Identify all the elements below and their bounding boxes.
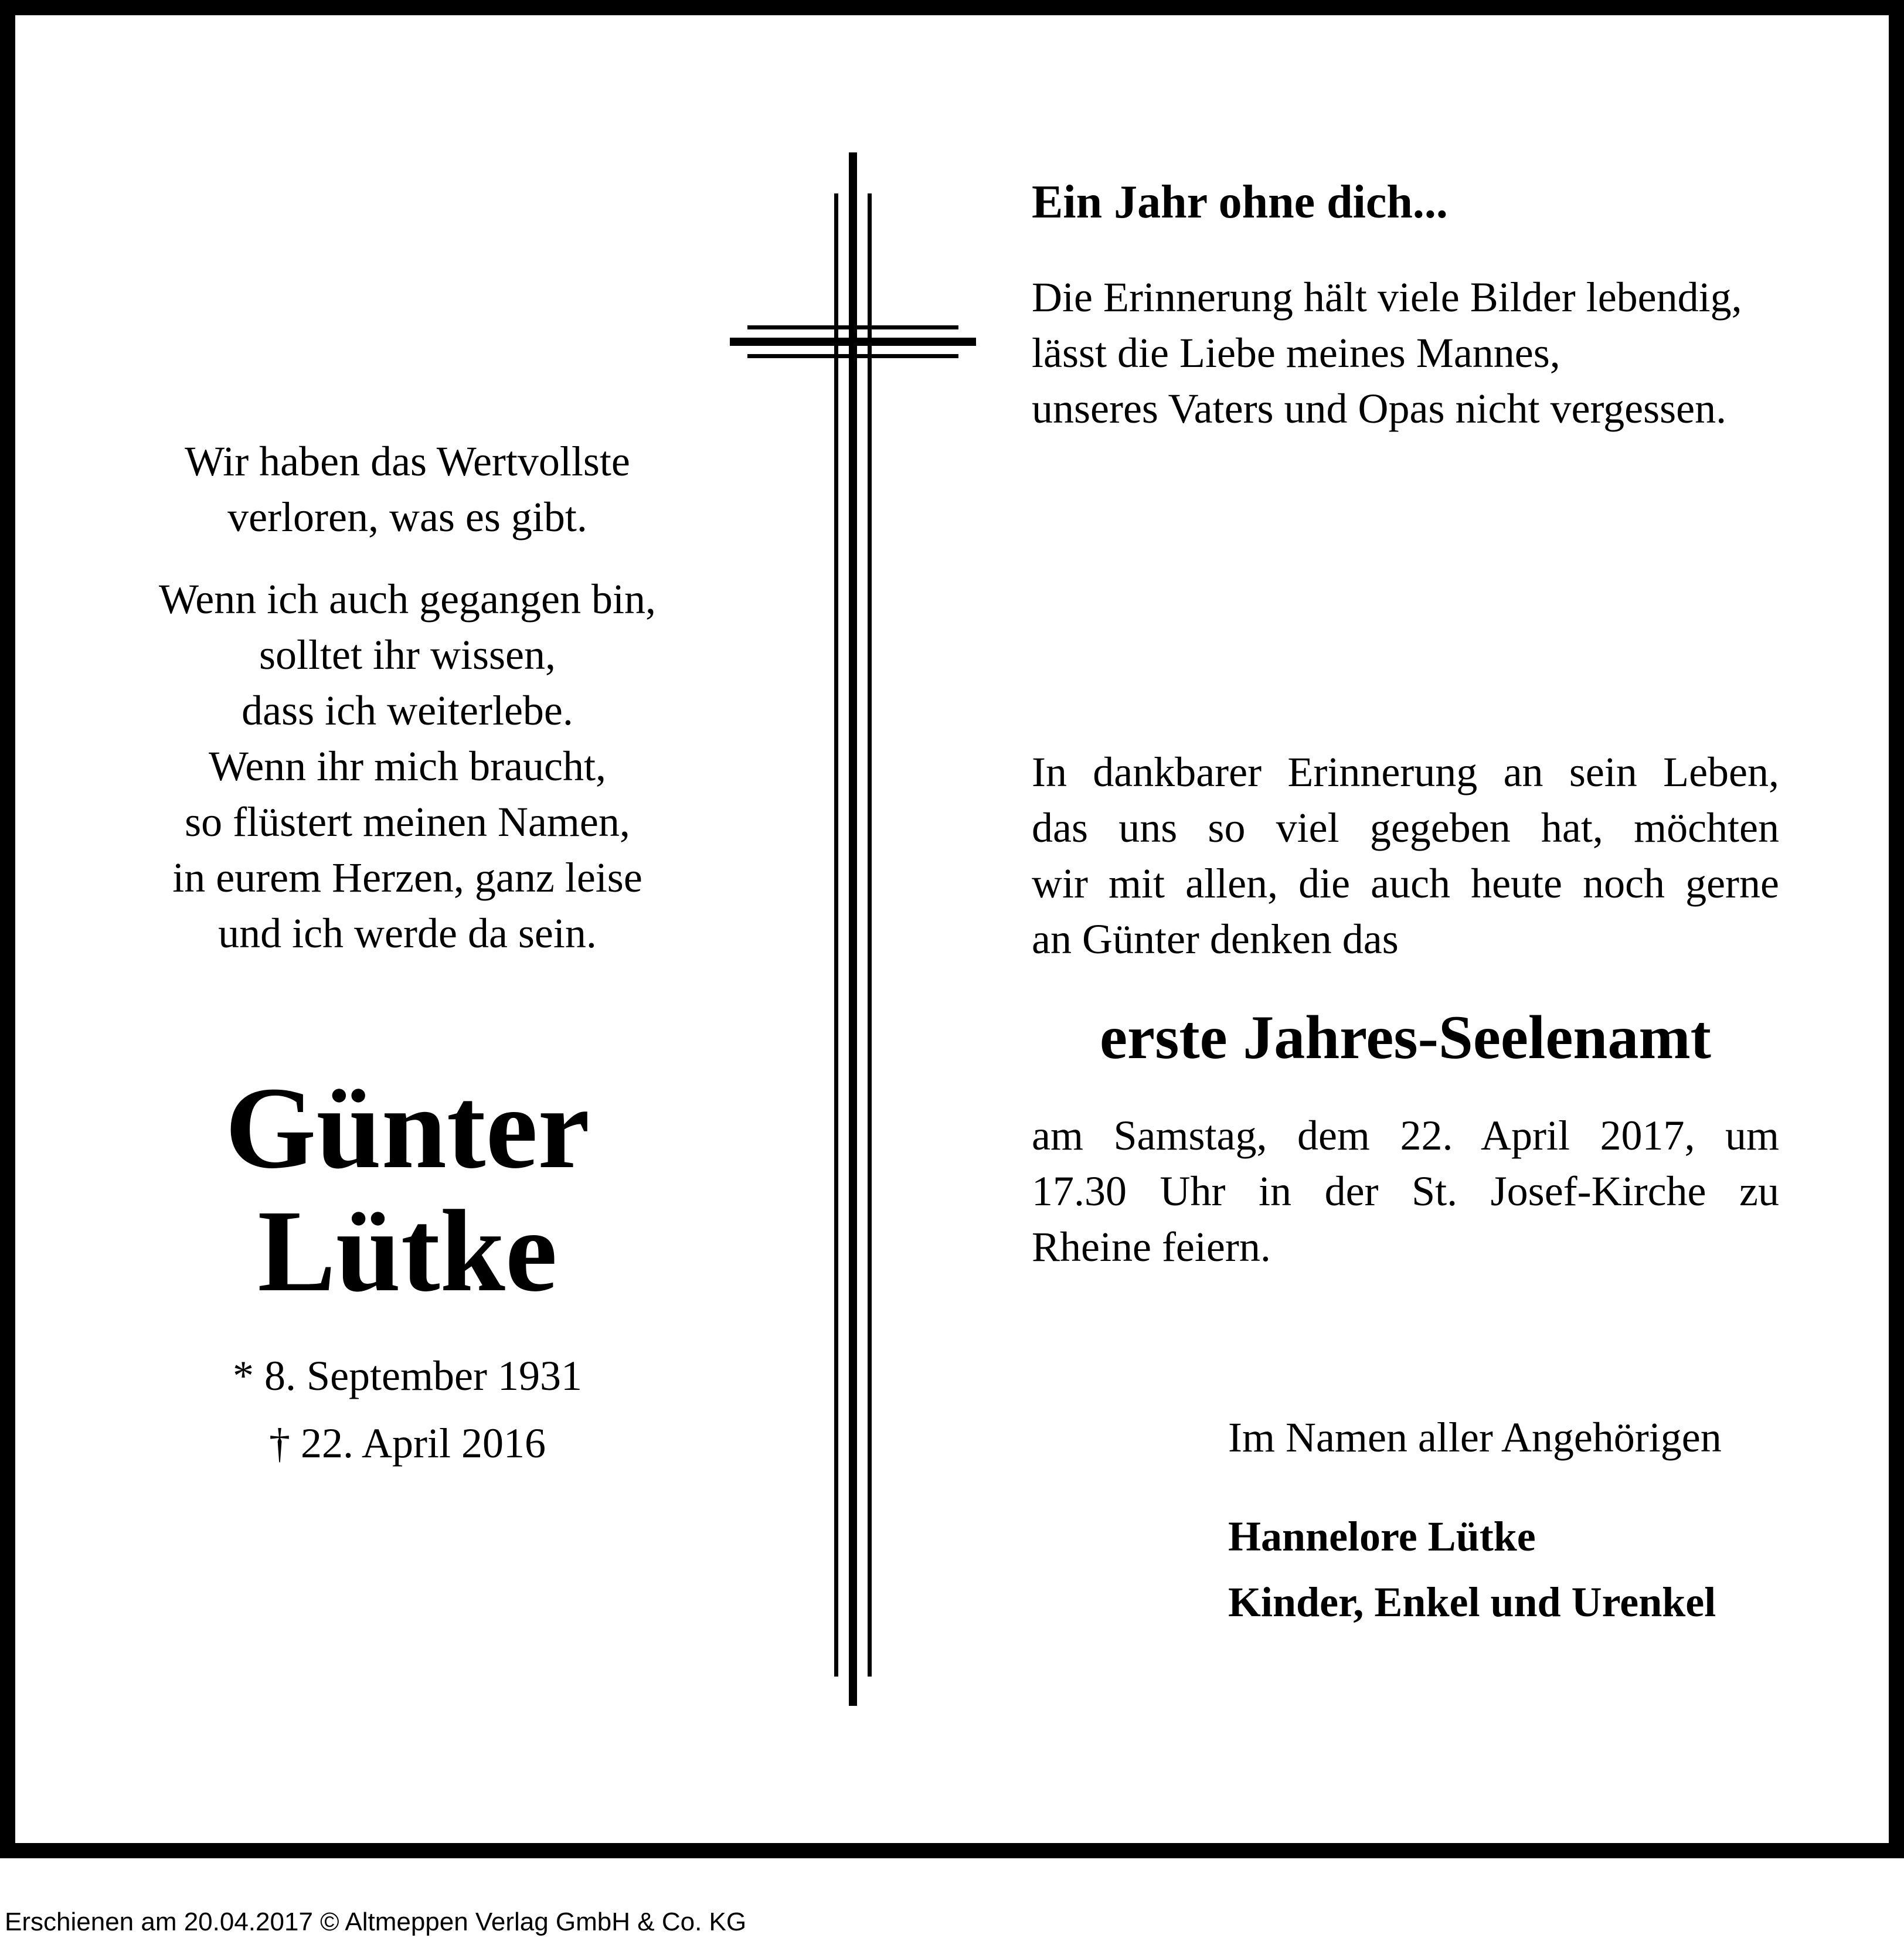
signoff-intro: Im Namen aller Angehörigen <box>1228 1414 1722 1461</box>
intro-line: lässt die Liebe meines Mannes, <box>1032 329 1560 376</box>
remembrance-line: das uns so viel gegeben hat, möchten <box>1032 804 1779 851</box>
intro-line: Die Erinnerung hält viele Bilder lebendig, <box>1032 274 1742 321</box>
poem-line: so flüstert meinen Namen, <box>185 798 630 845</box>
poem-line: und ich werde da sein. <box>218 910 597 957</box>
poem-line: Wir haben das Wertvollste <box>185 438 630 485</box>
death-date: † 22. April 2016 <box>268 1420 546 1467</box>
intro-text <box>1032 270 1742 437</box>
signoff-names <box>1228 1504 1716 1635</box>
cross-left-line <box>834 193 838 1677</box>
intro-line: unseres Vaters und Opas nicht vergessen. <box>1032 385 1727 432</box>
poem-stanza-1 <box>117 434 698 545</box>
remembrance-line: wir mit allen, die auch heute noch gerne <box>1032 860 1779 907</box>
poem-line: Wenn ihr mich braucht, <box>209 743 606 790</box>
event-details <box>1032 1108 1779 1275</box>
deceased-name <box>117 1063 698 1316</box>
poem-line: in eurem Herzen, ganz leise <box>172 854 642 901</box>
event-line: am Samstag, dem 22. April 2017, um <box>1032 1112 1779 1159</box>
signoff-name: Hannelore Lütke <box>1228 1513 1536 1560</box>
cross-icon <box>730 152 976 1706</box>
poem-line: dass ich weiterlebe. <box>242 687 573 734</box>
remembrance-text <box>1032 744 1779 967</box>
life-dates <box>117 1342 698 1477</box>
heading: Ein Jahr ohne dich... <box>1032 176 1448 228</box>
publication-footer: Erschienen am 20.04.2017 © Altmeppen Verlag GmbH & Co. KG <box>5 1908 747 1936</box>
cross-main-post <box>849 152 857 1706</box>
birth-date: * 8. September 1931 <box>233 1352 582 1399</box>
cross-top-line <box>747 325 958 329</box>
poem-line: solltet ihr wissen, <box>259 631 556 678</box>
remembrance-line: In dankbarer Erinnerung an sein Leben, <box>1032 749 1779 795</box>
poem-line: verloren, was es gibt. <box>227 494 587 540</box>
cross-right-line <box>868 193 872 1677</box>
event-line: Rheine feiern. <box>1032 1223 1271 1270</box>
signoff-name: Kinder, Enkel und Urenkel <box>1228 1579 1716 1626</box>
poem-line: Wenn ich auch gegangen bin, <box>159 576 656 623</box>
poem <box>117 434 698 961</box>
deceased-first-name: Günter <box>225 1063 590 1193</box>
deceased-last-name: Lütke <box>257 1186 557 1316</box>
remembrance-line: an Günter denken das <box>1032 916 1399 963</box>
event-title: erste Jahres-Seelenamt <box>1100 1003 1711 1072</box>
cross-bottom-line <box>747 354 958 358</box>
event-line: 17.30 Uhr in der St. Josef-Kirche zu <box>1032 1168 1779 1215</box>
poem-stanza-2 <box>117 572 698 961</box>
cross-main-beam <box>730 338 976 346</box>
